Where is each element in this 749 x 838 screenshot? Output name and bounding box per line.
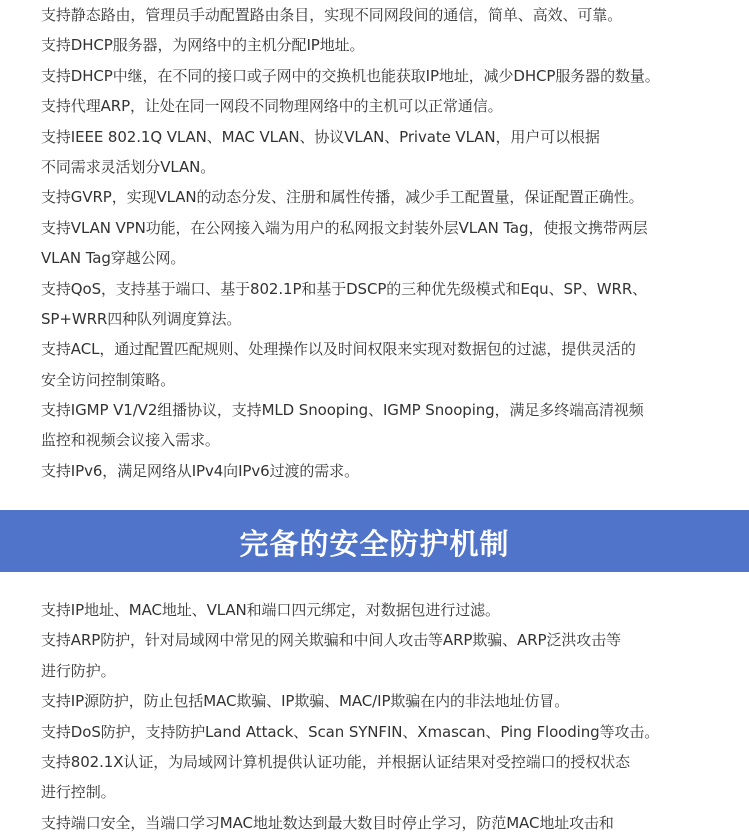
- feature-line-vlan: 支持IEEE 802.1Q VLAN、MAC VLAN、协议VLAN、Private VLAN，用户可以根据: [41, 127, 600, 146]
- feature-line-qos: 支持QoS，支持基于端口、基于802.1P和基于DSCP的三种优先级模式和Equ、SP、WRR、: [41, 279, 648, 298]
- security-line-dos: 支持DoS防护，支持防护Land Attack、Scan SYNFIN、Xmascan、Ping Flooding等攻击。: [41, 722, 660, 741]
- features-list: [41, 0, 737, 486]
- feature-line-acl: 支持ACL，通过配置匹配规则、处理操作以及时间权限来实现对数据包的过滤，提供灵活的: [41, 340, 636, 359]
- feature-line-vlan-cont: 不同需求灵活划分VLAN。: [41, 157, 216, 176]
- feature-line-qos-cont: SP+WRR四种队列调度算法。: [41, 309, 242, 328]
- feature-line-vlan-vpn: 支持VLAN VPN功能，在公网接入端为用户的私网报文封装外层VLAN Tag，使报文携带两层: [41, 218, 648, 237]
- security-line-8021x: 支持802.1X认证，为局域网计算机提供认证功能，并根据认证结果对受控端口的授权状态: [41, 752, 631, 771]
- security-line-ip-source: 支持IP源防护，防止包括MAC欺骗、IP欺骗、MAC/IP欺骗在内的非法地址仿冒。: [41, 692, 570, 711]
- security-line-arp-cont: 进行防护。: [41, 661, 116, 680]
- feature-line-igmp-cont: 监控和视频会议接入需求。: [41, 431, 220, 450]
- security-line-binding: 支持IP地址、MAC地址、VLAN和端口四元绑定，对数据包进行过滤。: [41, 601, 500, 619]
- feature-line-ipv6: 支持IPv6，满足网络从IPv4向IPv6过渡的需求。: [41, 461, 359, 480]
- feature-line-gvrp: 支持GVRP，实现VLAN的动态分发、注册和属性传播，减少手工配置量，保证配置正确性。: [41, 188, 644, 207]
- feature-line-vlan-vpn-cont: VLAN Tag穿越公网。: [41, 249, 186, 268]
- feature-line-igmp: 支持IGMP V1/V2组播协议，支持MLD Snooping、IGMP Snooping，满足多终端高清视频: [41, 401, 644, 420]
- feature-line-proxy-arp: 支持代理ARP，让处在同一网段不同物理网络中的主机可以正常通信。: [41, 97, 503, 116]
- security-line-port-security: 支持端口安全，当端口学习MAC地址数达到最大数目时停止学习，防范MAC地址攻击和: [41, 813, 614, 832]
- security-list: [41, 595, 737, 838]
- security-line-8021x-cont: 进行控制。: [41, 783, 116, 802]
- feature-line-static-routing: 支持静态路由，管理员手动配置路由条目，实现不同网段间的通信，简单、高效、可靠。: [41, 6, 623, 24]
- security-line-arp: 支持ARP防护，针对局域网中常见的网关欺骗和中间人攻击等ARP欺骗、ARP泛洪攻击等: [41, 631, 621, 650]
- security-section-banner: [0, 510, 749, 572]
- feature-line-dhcp-relay: 支持DHCP中继，在不同的接口或子网中的交换机也能获取IP地址，减少DHCP服务器的数量。: [41, 66, 660, 85]
- security-section-title: 完备的安全防护机制: [239, 526, 510, 561]
- feature-line-dhcp-server: 支持DHCP服务器，为网络中的主机分配IP地址。: [41, 36, 365, 55]
- feature-line-acl-cont: 安全访问控制策略。: [41, 370, 176, 389]
